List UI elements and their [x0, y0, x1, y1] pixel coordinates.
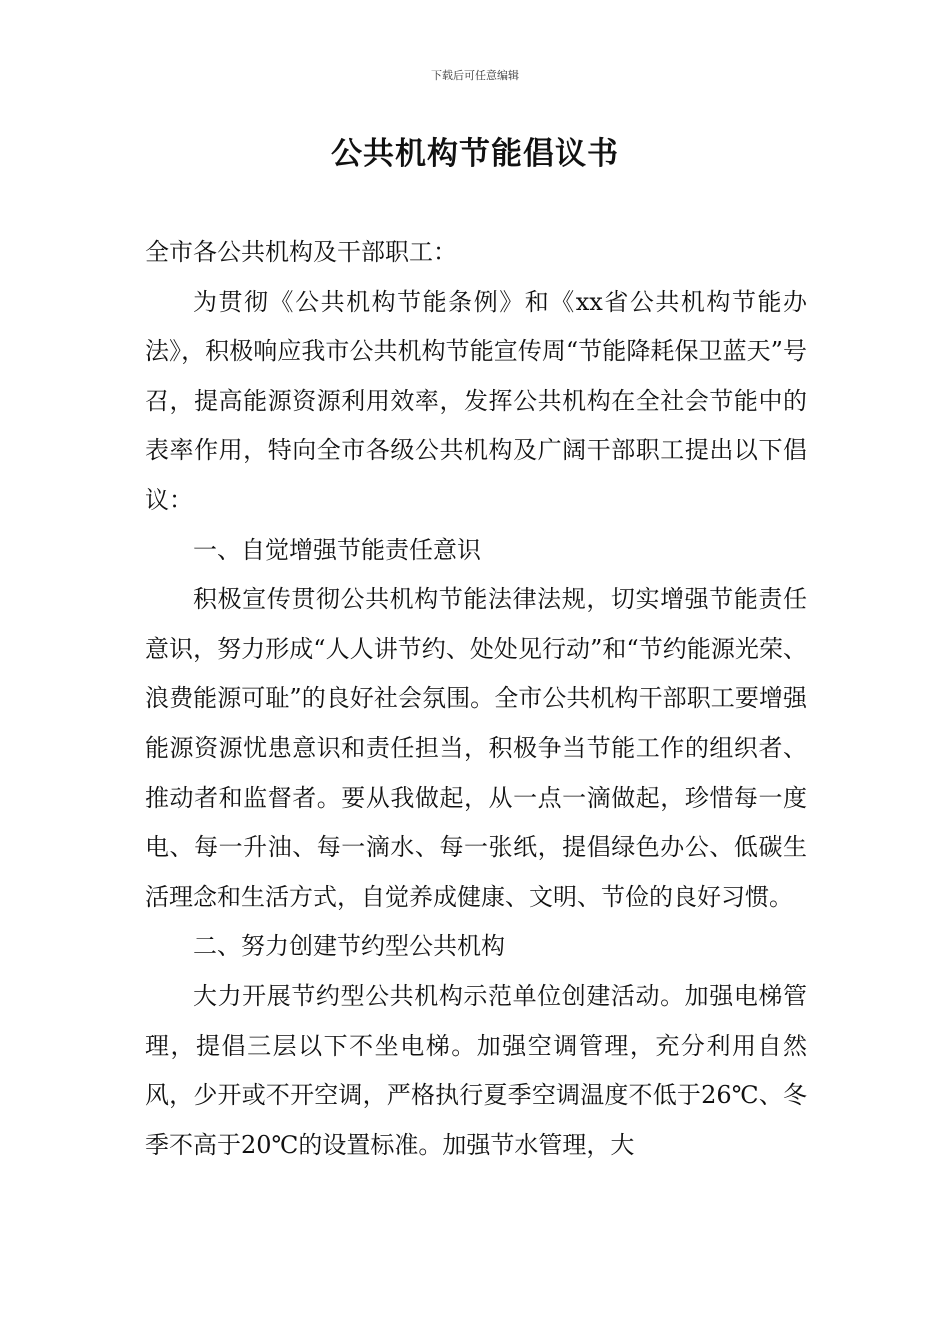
document-body [145, 228, 807, 1170]
section-1-paragraph: 积极宣传贯彻公共机构节能法律法规，切实增强节能责任意识，努力形成“人人讲节约、处处见行动”和“节约能源光荣、浪费能源可耻”的良好社会氛围。全市公共机构干部职工要增强能源资源忧患意识和责任担当，积极争当节能工作的组织者、推动者和监督者。要从我做起，从一点一滴做起，珍惜每一度电、每一升油、每一滴水、每一张纸，提倡绿色办公、低碳生活理念和生活方式，自觉养成健康、文明、节俭的良好习惯。 [145, 585, 807, 911]
section-heading-2: 二、努力创建节约型公共机构 [193, 932, 505, 961]
header-note: 下载后可任意编辑 [431, 69, 519, 82]
document-title: 公共机构节能倡议书 [331, 136, 619, 172]
salutation: 全市各公共机构及干部职工： [145, 238, 457, 266]
section-2-paragraph: 大力开展节约型公共机构示范单位创建活动。加强电梯管理，提倡三层以下不坐电梯。加强空调管理，充分利用自然风，少开或不开空调，严格执行夏季空调温度不低于26℃、冬季不高于20℃的设置标准。加强节水管理，大 [145, 981, 807, 1159]
intro-paragraph: 为贯彻《公共机构节能条例》和《xx省公共机构节能办法》，积极响应我市公共机构节能宣传周“节能降耗保卫蓝天”号召，提高能源资源利用效率，发挥公共机构在全社会节能中的表率作用，特向全市各级公共机构及广阔干部职工提出以下倡议： [145, 287, 807, 514]
section-heading-1: 一、自觉增强节能责任意识 [193, 535, 481, 564]
